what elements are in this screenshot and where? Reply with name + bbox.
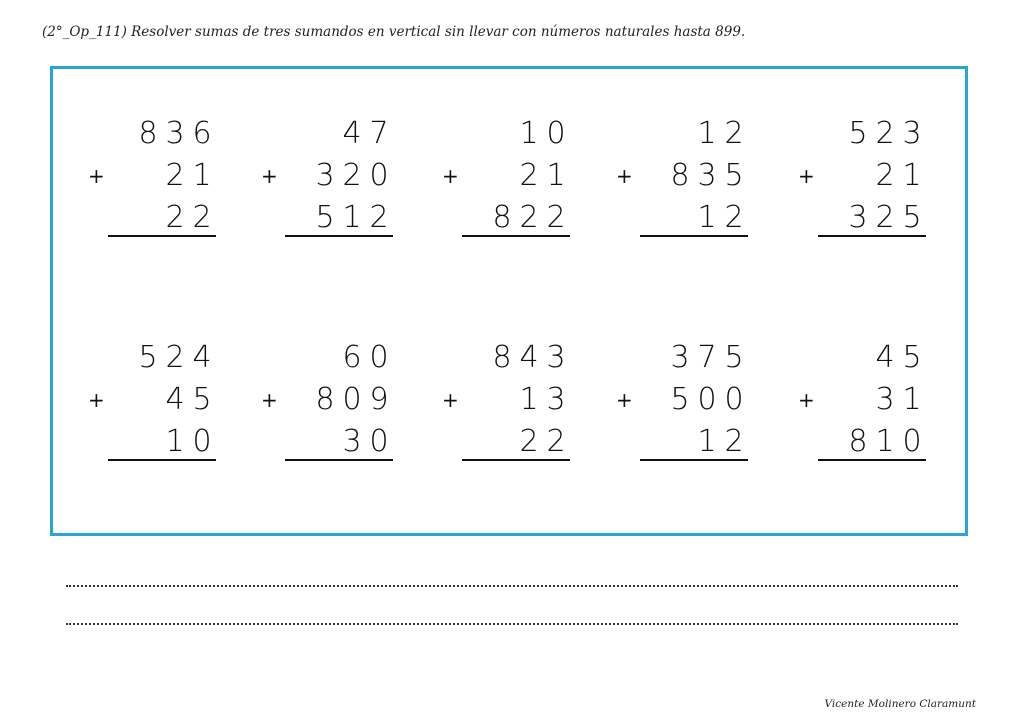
digit: 1	[165, 424, 185, 459]
plus-sign: +	[798, 164, 815, 188]
digit: 2	[875, 200, 895, 235]
plus-sign: +	[616, 164, 633, 188]
addend-row	[818, 156, 948, 196]
addend-row	[108, 422, 238, 462]
sum-rule	[285, 235, 393, 237]
digit: 2	[546, 200, 566, 235]
digit: 8	[492, 200, 512, 235]
sum-rule	[285, 459, 393, 461]
digit: 4	[192, 340, 212, 375]
digit: 2	[369, 200, 389, 235]
sum-rule	[462, 235, 570, 237]
sum-rule	[640, 459, 748, 461]
digit: 6	[192, 116, 212, 151]
digit: 0	[546, 116, 566, 151]
sum-rule	[108, 235, 216, 237]
sum-rule	[108, 459, 216, 461]
digit: 8	[138, 116, 158, 151]
addend-row	[640, 338, 770, 378]
digit: 2	[724, 116, 744, 151]
addend-row	[285, 114, 415, 154]
answer-line-1	[66, 585, 958, 587]
addend-row	[285, 156, 415, 196]
sum-problem	[616, 338, 770, 468]
digit: 0	[902, 424, 922, 459]
plus-sign: +	[442, 388, 459, 412]
digit: 5	[670, 382, 690, 417]
addend-row	[285, 198, 415, 238]
addend-row	[462, 422, 592, 462]
sum-rule	[640, 235, 748, 237]
addend-row	[462, 338, 592, 378]
digit: 5	[315, 200, 335, 235]
sum-problem	[442, 114, 592, 244]
digit: 2	[192, 200, 212, 235]
sum-problem	[261, 114, 415, 244]
plus-sign: +	[798, 388, 815, 412]
digit: 1	[697, 200, 717, 235]
digit: 2	[724, 200, 744, 235]
digit: 8	[492, 340, 512, 375]
digit: 2	[165, 200, 185, 235]
digit: 3	[342, 424, 362, 459]
digit: 8	[315, 382, 335, 417]
digit: 2	[724, 424, 744, 459]
addend-row	[640, 422, 770, 462]
digit: 3	[315, 158, 335, 193]
digit: 2	[519, 158, 539, 193]
digit: 8	[848, 424, 868, 459]
sum-problem	[616, 114, 770, 244]
digit: 2	[519, 424, 539, 459]
sum-rule	[818, 459, 926, 461]
addend-row	[818, 338, 948, 378]
sum-rule	[818, 235, 926, 237]
addend-row	[108, 380, 238, 420]
addend-row	[285, 338, 415, 378]
digit: 3	[546, 382, 566, 417]
digit: 1	[902, 158, 922, 193]
digit: 1	[519, 382, 539, 417]
digit: 5	[724, 158, 744, 193]
digit: 1	[546, 158, 566, 193]
addend-row	[108, 114, 238, 154]
addend-row	[640, 156, 770, 196]
digit: 3	[546, 340, 566, 375]
sum-problem	[798, 338, 948, 468]
digit: 7	[369, 116, 389, 151]
digit: 1	[875, 424, 895, 459]
addend-row	[462, 114, 592, 154]
addend-row	[285, 422, 415, 462]
digit: 3	[697, 158, 717, 193]
digit: 9	[369, 382, 389, 417]
addend-row	[818, 422, 948, 462]
digit: 2	[342, 158, 362, 193]
digit: 2	[165, 158, 185, 193]
digit: 5	[902, 340, 922, 375]
plus-sign: +	[88, 388, 105, 412]
digit: 1	[697, 116, 717, 151]
digit: 4	[519, 340, 539, 375]
digit: 1	[902, 382, 922, 417]
author-credit: Vicente Molinero Claramunt	[824, 698, 976, 710]
digit: 0	[192, 424, 212, 459]
digit: 5	[724, 340, 744, 375]
addend-row	[462, 156, 592, 196]
digit: 8	[670, 158, 690, 193]
sum-problem	[261, 338, 415, 468]
plus-sign: +	[442, 164, 459, 188]
digit: 0	[369, 340, 389, 375]
digit: 5	[902, 200, 922, 235]
digit: 3	[670, 340, 690, 375]
digit: 2	[165, 340, 185, 375]
digit: 3	[165, 116, 185, 151]
digit: 1	[697, 424, 717, 459]
answer-line-2	[66, 623, 958, 625]
sum-problem	[442, 338, 592, 468]
digit: 3	[848, 200, 868, 235]
digit: 0	[697, 382, 717, 417]
plus-sign: +	[261, 388, 278, 412]
digit: 3	[902, 116, 922, 151]
plus-sign: +	[616, 388, 633, 412]
digit: 4	[165, 382, 185, 417]
addend-row	[640, 380, 770, 420]
digit: 4	[875, 340, 895, 375]
sum-problem	[798, 114, 948, 244]
digit: 6	[342, 340, 362, 375]
digit: 5	[848, 116, 868, 151]
sum-problem	[88, 114, 238, 244]
digit: 1	[342, 200, 362, 235]
digit: 5	[138, 340, 158, 375]
digit: 2	[875, 158, 895, 193]
page-title: (2°_Op_111) Resolver sumas de tres sumandos en vertical sin llevar con números naturales hasta 899.	[42, 24, 746, 40]
addend-row	[818, 198, 948, 238]
addend-row	[108, 338, 238, 378]
addend-row	[462, 198, 592, 238]
digit: 1	[519, 116, 539, 151]
digit: 4	[342, 116, 362, 151]
digit: 5	[192, 382, 212, 417]
digit: 2	[519, 200, 539, 235]
digit: 0	[342, 382, 362, 417]
addend-row	[108, 156, 238, 196]
addend-row	[108, 198, 238, 238]
addend-row	[285, 380, 415, 420]
addend-row	[462, 380, 592, 420]
digit: 0	[369, 424, 389, 459]
digit: 7	[697, 340, 717, 375]
digit: 1	[192, 158, 212, 193]
plus-sign: +	[261, 164, 278, 188]
addend-row	[640, 114, 770, 154]
plus-sign: +	[88, 164, 105, 188]
digit: 0	[724, 382, 744, 417]
digit: 3	[875, 382, 895, 417]
digit: 2	[546, 424, 566, 459]
digit: 0	[369, 158, 389, 193]
sum-rule	[462, 459, 570, 461]
sum-problem	[88, 338, 238, 468]
addend-row	[640, 198, 770, 238]
addend-row	[818, 380, 948, 420]
digit: 2	[875, 116, 895, 151]
addend-row	[818, 114, 948, 154]
